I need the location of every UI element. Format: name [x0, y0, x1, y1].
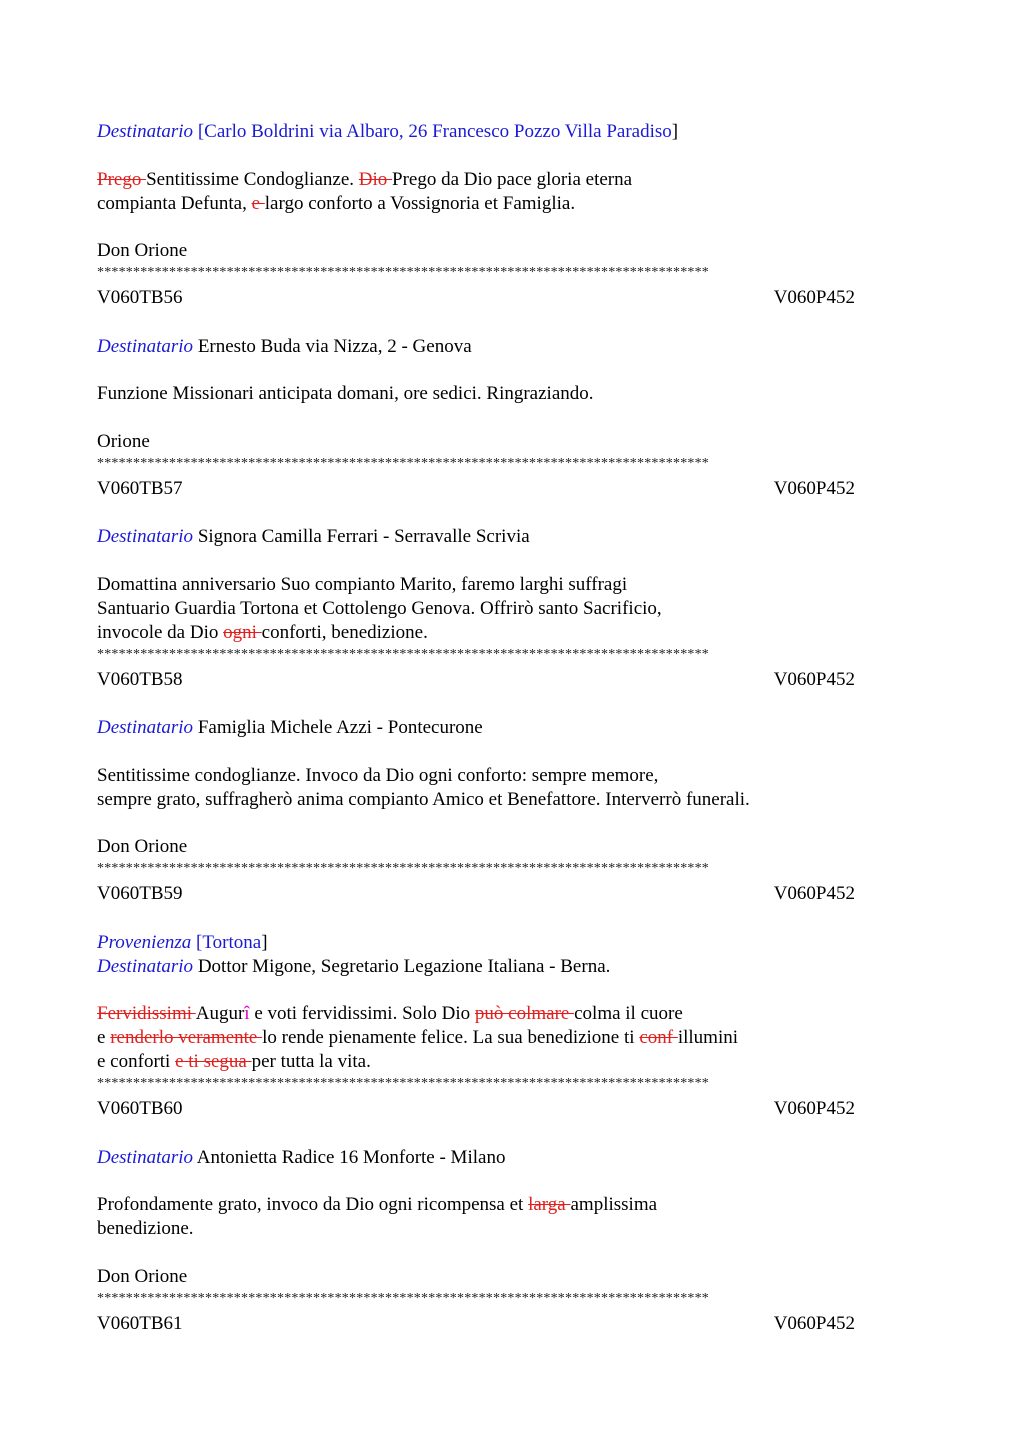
- signature: Orione: [97, 430, 150, 452]
- origin-text: Tortona: [202, 931, 262, 953]
- body-line: [97, 1050, 927, 1074]
- body-text: compianta Defunta,: [97, 192, 252, 214]
- deleted-text: ogni: [223, 621, 262, 643]
- code-row: [97, 476, 855, 502]
- body-text: Augur: [195, 1003, 245, 1024]
- telegram-entry: [97, 907, 927, 1122]
- separator: *************************************************************************************: [97, 1076, 709, 1091]
- body-line: Domattina anniversario Suo compianto Marito, faremo larghi suffragi: [97, 573, 628, 595]
- code-row: [97, 881, 855, 907]
- deleted-text: può colmare: [474, 1003, 575, 1024]
- body-line: Funzione Missionari anticipata domani, ore sedici. Ringraziando.: [97, 383, 594, 404]
- body-line: Sentitissime condoglianze. Invoco da Dio ogni conforto: sempre memore,: [97, 764, 659, 786]
- code-right: V060P452: [773, 883, 855, 904]
- body-text: e voti fervidissimi. Solo Dio: [249, 1003, 475, 1024]
- code-right: V060P452: [773, 477, 855, 499]
- recipient-label: Destinatario: [97, 1146, 194, 1168]
- recipient-label: Destinatario: [97, 335, 194, 357]
- recipient-line: [97, 525, 927, 549]
- recipient-label: Destinatario: [97, 717, 194, 738]
- deleted-text: renderlo veramente: [110, 1027, 263, 1048]
- body-line: [97, 168, 927, 192]
- code-row: [97, 1311, 855, 1337]
- body-line: [97, 192, 927, 216]
- recipient-text: Ernesto Buda via Nizza, 2 - Genova: [197, 335, 472, 357]
- recipient-text: Famiglia Michele Azzi - Pontecurone: [197, 717, 483, 738]
- body-text: e conforti: [97, 1051, 176, 1072]
- deleted-text: Fervidissimi: [97, 1003, 196, 1024]
- origin-label: Provenienza: [97, 931, 192, 953]
- signature: Don Orione: [97, 1265, 188, 1287]
- separator: *************************************************************************************: [97, 455, 709, 471]
- code-left: V060TB61: [97, 1312, 183, 1334]
- telegram-entry: [97, 120, 927, 311]
- body-text: Prego da Dio pace gloria eterna: [392, 168, 633, 190]
- code-left: V060TB56: [97, 287, 183, 308]
- separator: *************************************************************************************: [97, 861, 709, 876]
- code-row: [97, 667, 855, 693]
- recipient-line: [97, 120, 927, 144]
- code-row: [97, 285, 855, 311]
- body-text: invocole da Dio: [97, 621, 224, 643]
- body-text: illumini: [677, 1027, 739, 1048]
- recipient-line: [97, 1146, 927, 1170]
- body-line: [97, 1193, 927, 1217]
- body-line: sempre grato, suffragherò anima compianto Amico et Benefattore. Interverrò funerali.: [97, 788, 750, 810]
- body-text: e: [97, 1027, 111, 1048]
- body-text: Sentitissime Condoglianze.: [146, 168, 359, 190]
- body-text: lo rende pienamente felice. La sua benedizione ti: [262, 1027, 640, 1048]
- recipient-text: Signora Camilla Ferrari - Serravalle Scrivia: [197, 526, 530, 547]
- body-line: [97, 1002, 927, 1026]
- inserted-text: î: [244, 1003, 250, 1024]
- recipient-bracket-close: ]: [671, 121, 679, 142]
- deleted-text: Dio: [358, 168, 393, 190]
- separator: *************************************************************************************: [97, 646, 709, 662]
- signature: Don Orione: [97, 836, 188, 857]
- recipient-line: [97, 716, 927, 740]
- body-line: [97, 621, 927, 645]
- deleted-text: e ti segua: [175, 1051, 252, 1072]
- body-text: conforti, benedizione.: [261, 621, 428, 643]
- origin-bracket-open: [: [196, 931, 203, 953]
- recipient-line: [97, 335, 927, 359]
- telegram-entry: [97, 311, 927, 502]
- separator: *************************************************************************************: [97, 1290, 709, 1306]
- origin-bracket-close: ]: [261, 931, 268, 953]
- signature: Don Orione: [97, 240, 188, 261]
- body-line: [97, 1026, 927, 1050]
- origin-line: [97, 931, 927, 955]
- code-right: V060P452: [773, 1098, 855, 1119]
- code-left: V060TB58: [97, 668, 183, 690]
- deleted-text: Prego: [97, 168, 147, 190]
- separator: *************************************************************************************: [97, 265, 709, 280]
- code-left: V060TB59: [97, 883, 183, 904]
- body-text: amplissima: [570, 1194, 658, 1215]
- deleted-text: e: [251, 192, 265, 214]
- body-text: Profondamente grato, invoco da Dio ogni ricompensa et: [97, 1194, 529, 1215]
- recipient-text: Dottor Migone, Segretario Legazione Italiana - Berna.: [197, 955, 611, 977]
- code-left: V060TB57: [97, 477, 183, 499]
- code-left: V060TB60: [97, 1098, 183, 1119]
- deleted-text: conf: [639, 1027, 678, 1048]
- recipient-label: Destinatario: [97, 955, 194, 977]
- code-right: V060P452: [773, 287, 855, 308]
- code-right: V060P452: [773, 1312, 855, 1334]
- telegram-entry: [97, 1122, 927, 1337]
- recipient-text: Carlo Boldrini via Albaro, 26 Francesco Pozzo Villa Paradiso: [204, 121, 672, 142]
- telegram-entry: [97, 502, 927, 693]
- recipient-label: Destinatario: [97, 121, 194, 142]
- code-right: V060P452: [773, 668, 855, 690]
- code-row: [97, 1096, 855, 1122]
- deleted-text: larga: [528, 1194, 571, 1215]
- body-text: colma il cuore: [574, 1003, 683, 1024]
- body-line: benedizione.: [97, 1218, 194, 1239]
- telegram-entry: [97, 693, 927, 908]
- recipient-bracket-open: [: [197, 121, 205, 142]
- recipient-label: Destinatario: [97, 526, 194, 547]
- recipient-text: Antonietta Radice 16 Monforte - Milano: [196, 1146, 506, 1168]
- recipient-line: [97, 955, 927, 979]
- body-text: per tutta la vita.: [251, 1051, 371, 1072]
- document-page: [97, 120, 927, 1337]
- body-text: largo conforto a Vossignoria et Famiglia.: [264, 192, 576, 214]
- body-line: Santuario Guardia Tortona et Cottolengo Genova. Offrirò santo Sacrificio,: [97, 597, 662, 619]
